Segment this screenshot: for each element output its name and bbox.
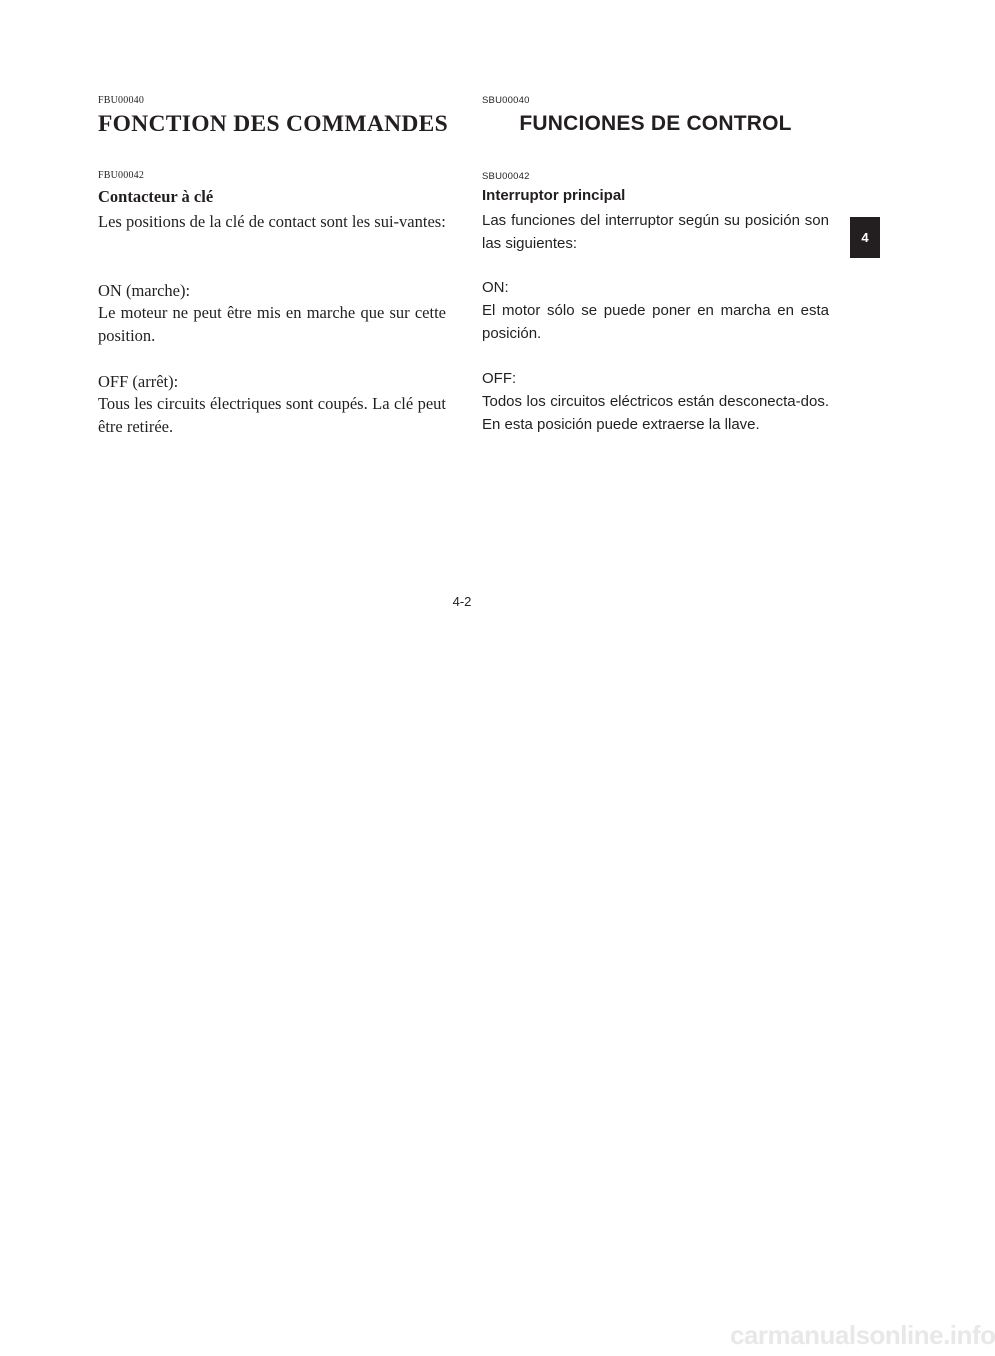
subsection-code: SBU00042 [482,171,530,182]
section-code: SBU00040 [482,95,530,106]
off-label: OFF (arrêt): [98,372,179,391]
page-number: 4-2 [452,594,472,609]
on-label: ON (marche): [98,281,191,300]
subsection-title: Contacteur à clé [98,187,214,206]
on-label: ON: [482,279,509,296]
chapter-tab-label: 4 [861,230,869,245]
intro-paragraph: Las funciones del interruptor según su posición son las siguientes: [482,212,829,252]
on-description: El motor sólo se puede poner en marcha en esta posición. [482,302,829,342]
off-label: OFF: [482,370,517,387]
off-description: Todos los circuitos eléctricos están desconecta-dos. En esta posición puede extraerse la llave. [482,393,829,433]
subsection-code: FBU00042 [98,170,145,181]
section-code: FBU00040 [98,95,145,106]
on-description: Le moteur ne peut être mis en marche que sur cette position. [98,303,446,345]
chapter-tab [850,217,880,258]
section-title: FUNCIONES DE CONTROL [519,112,792,135]
watermark: carmanualsonline.info [730,1320,995,1350]
off-description: Tous les circuits électriques sont coupés. La clé peut être retirée. [98,394,446,436]
section-title: FONCTION DES COMMANDES [98,111,448,137]
intro-paragraph: Les positions de la clé de contact sont les sui-vantes: [98,212,446,231]
subsection-title: Interruptor principal [482,187,626,204]
